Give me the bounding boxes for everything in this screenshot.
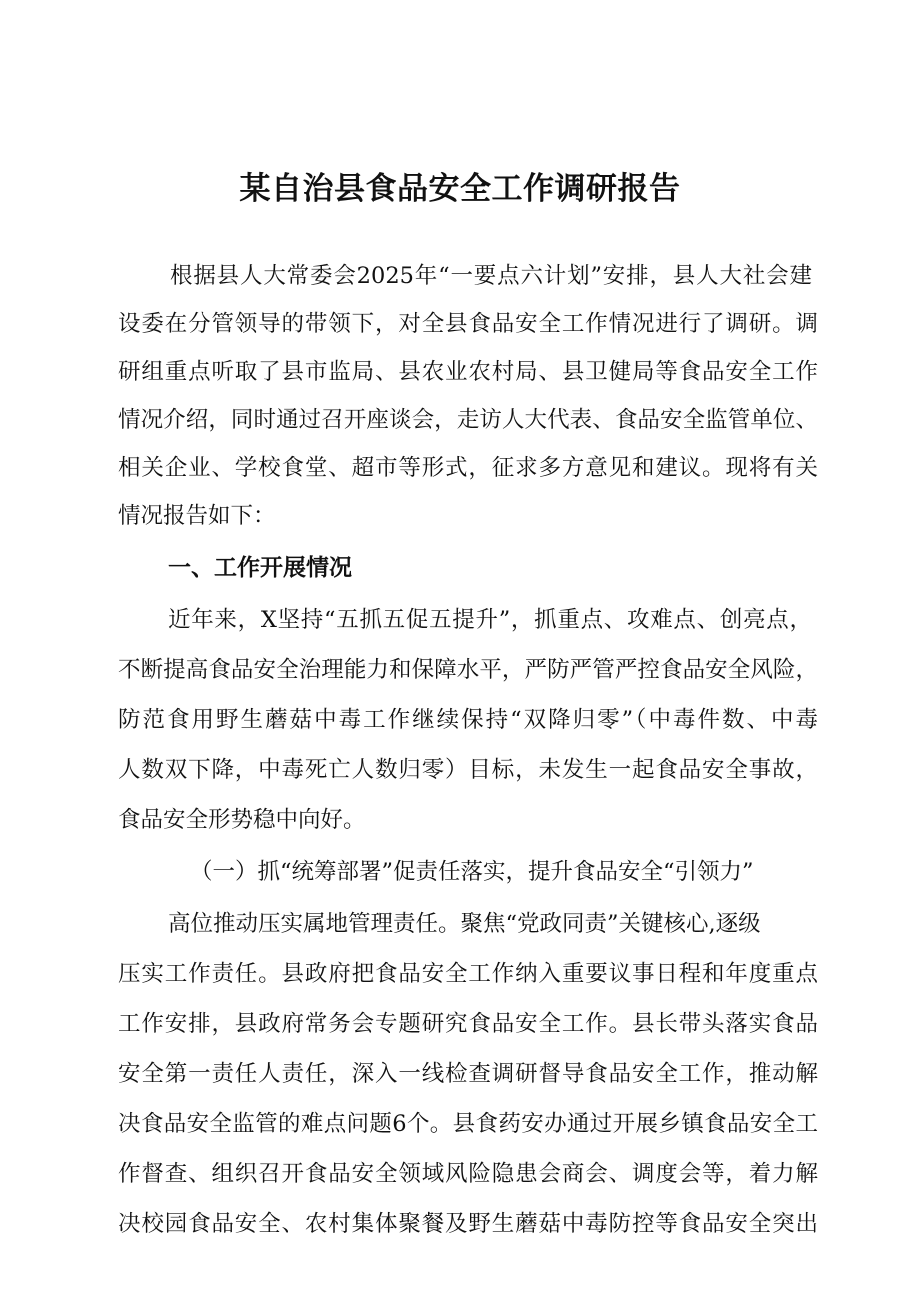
paragraph-line: 设委在分管领导的带领下，对全县食品安全工作情况进行了调研。调 xyxy=(118,311,818,337)
paragraph-line: 研组重点听取了县市监局、县农业农村局、县卫健局等食品安全工作 xyxy=(118,359,818,385)
paragraph-line: 作督查、组织召开食品安全领域风险隐患会商会、调度会等，着力解 xyxy=(118,1161,818,1187)
paragraph-line: 情况报告如下： xyxy=(118,503,276,529)
paragraph-line: 根据县人大常委会2025年“一要点六计划”安排，县人大社会建 xyxy=(170,263,812,289)
paragraph-line: 决食品安全监管的难点问题6个。县食药安办通过开展乡镇食品安全工 xyxy=(118,1111,818,1137)
paragraph-line: 工作安排，县政府常务会专题研究食品安全工作。县长带头落实食品 xyxy=(118,1011,818,1037)
paragraph-line: 不断提高食品安全治理能力和保障水平，严防严管严控食品安全风险， xyxy=(118,657,818,683)
paragraph-line: 相关企业、学校食堂、超市等形式，征求多方意见和建议。现将有关 xyxy=(118,455,818,481)
subsection-heading: （一）抓“统筹部署”促责任落实，提升食品安全“引领力” xyxy=(190,859,754,885)
paragraph-line: 情况介绍，同时通过召开座谈会，走访人大代表、食品安全监管单位、 xyxy=(118,407,818,433)
paragraph-line: 防范食用野生蘑菇中毒工作继续保持“双降归零”（中毒件数、中毒 xyxy=(118,707,818,733)
paragraph-line: 安全第一责任人责任，深入一线检查调研督导食品安全工作，推动解 xyxy=(118,1061,818,1087)
paragraph-line: 高位推动压实属地管理责任。聚焦“党政同责”关键核心,逐级 xyxy=(168,911,761,937)
paragraph-line: 近年来，X坚持“五抓五促五提升”，抓重点、攻难点、创亮点， xyxy=(168,607,812,633)
paragraph-line: 压实工作责任。县政府把食品安全工作纳入重要议事日程和年度重点 xyxy=(118,961,818,987)
paragraph-line: 人数双下降，中毒死亡人数归零）目标，未发生一起食品安全事故， xyxy=(118,757,818,783)
paragraph-line: 决校园食品安全、农村集体聚餐及野生蘑菇中毒防控等食品安全突出 xyxy=(118,1211,818,1237)
section-heading: 一、工作开展情况 xyxy=(168,555,352,581)
document-title: 某自治县食品安全工作调研报告 xyxy=(239,171,681,207)
paragraph-line: 食品安全形势稳中向好。 xyxy=(118,807,366,833)
